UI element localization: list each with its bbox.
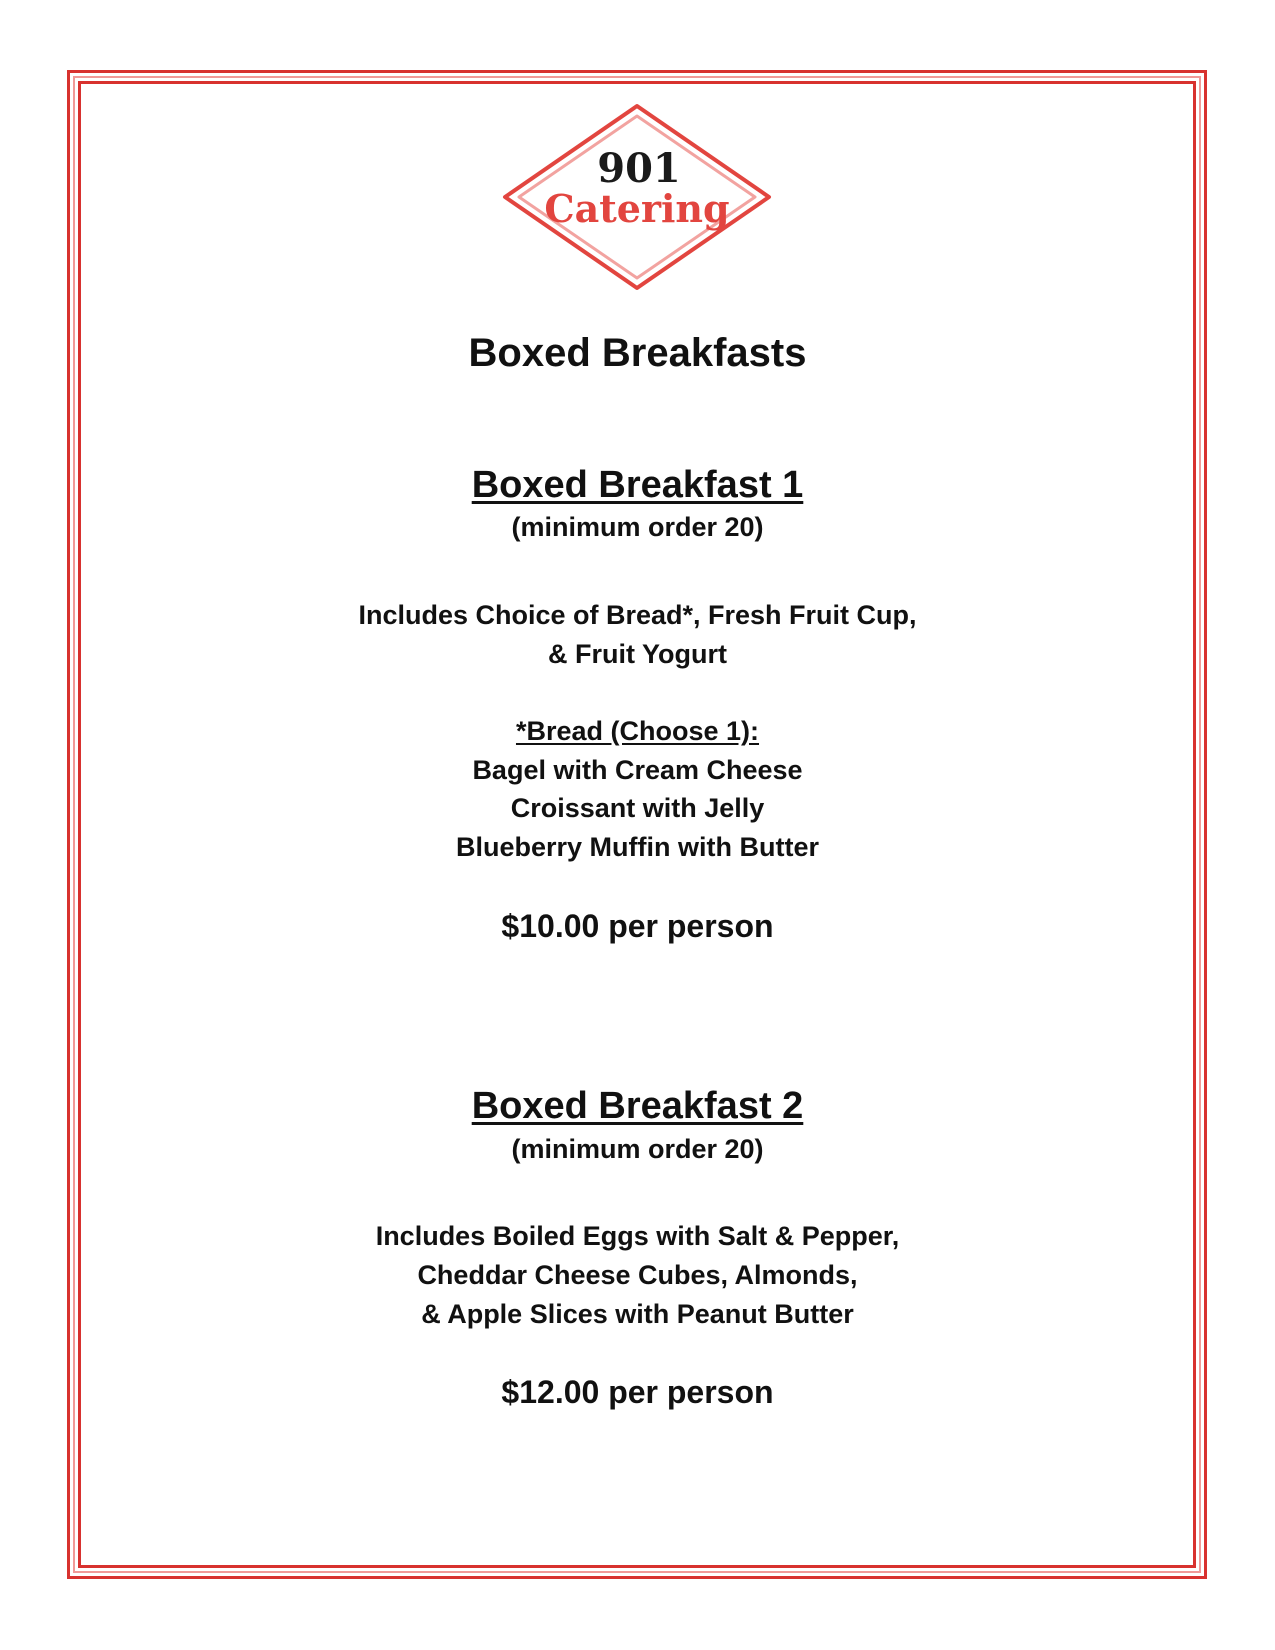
section-2-minimum: (minimum order 20) (511, 1134, 764, 1164)
logo-word: Catering (544, 186, 730, 231)
bread-choice-heading: *Bread (Choose 1): (515, 716, 760, 746)
page-title: Boxed Breakfasts (468, 331, 807, 375)
section-1-heading: Boxed Breakfast 1 (471, 464, 804, 506)
bread-option-muffin: Blueberry Muffin with Butter (456, 832, 819, 862)
section-1-minimum: (minimum order 20) (511, 512, 764, 542)
section-1-price: $10.00 per person (501, 908, 774, 944)
catering-logo (497, 102, 777, 292)
section-1-includes-line-2: & Fruit Yogurt (548, 639, 727, 669)
bread-option-croissant: Croissant with Jelly (510, 793, 765, 823)
bread-option-bagel: Bagel with Cream Cheese (472, 755, 803, 785)
section-1-includes-line-1: Includes Choice of Bread*, Fresh Fruit Cup, (358, 600, 917, 630)
section-2-heading: Boxed Breakfast 2 (471, 1085, 804, 1127)
section-2-price: $12.00 per person (501, 1374, 774, 1410)
logo-number: 901 (597, 145, 681, 192)
section-2-includes-line-3: & Apple Slices with Peanut Butter (421, 1299, 854, 1329)
page-border (67, 70, 1207, 1579)
section-2-includes-line-1: Includes Boiled Eggs with Salt & Pepper, (375, 1221, 900, 1251)
section-2-includes-line-2: Cheddar Cheese Cubes, Almonds, (417, 1260, 858, 1290)
